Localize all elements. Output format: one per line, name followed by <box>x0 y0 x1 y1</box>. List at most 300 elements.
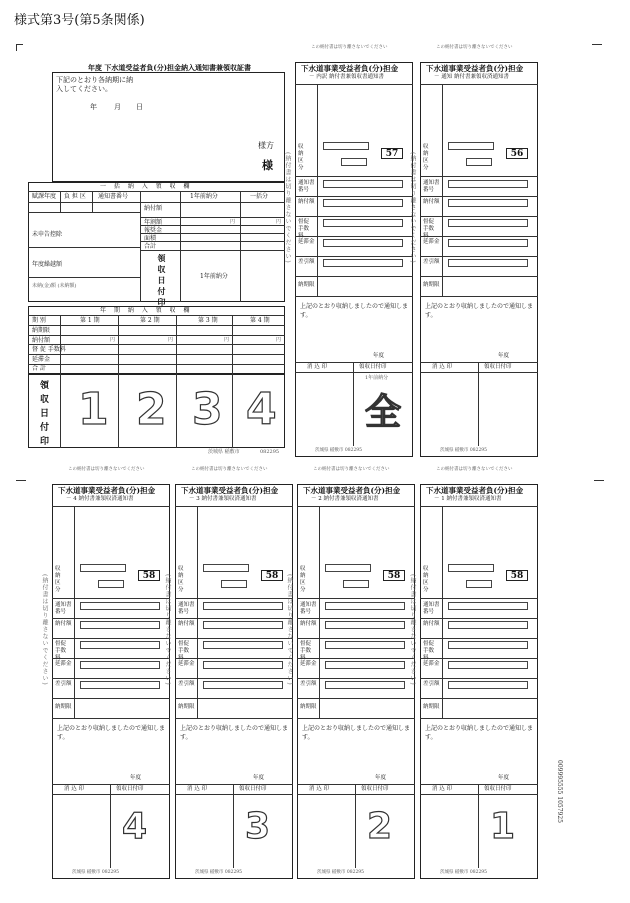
row-deadline: 納期限 <box>32 327 51 334</box>
stub-line-g <box>420 296 538 297</box>
stub-footer: 茨城県 稲敷市 082295 <box>72 870 120 875</box>
lump-stamp-label: 領収日付印 <box>157 254 167 309</box>
col-account: 賦課年度 <box>32 193 57 200</box>
stub-line-d <box>175 658 293 659</box>
yen-6: 円 <box>276 337 282 343</box>
stub-footer: 茨城県 稲敷市 082295 <box>317 870 365 875</box>
stub-line-g <box>52 718 170 719</box>
stub-stamp: 領収日付印 <box>484 786 512 792</box>
stub-division: 収納区分 <box>298 144 304 171</box>
stub-input-4 <box>323 199 403 207</box>
stub-code: 58 <box>261 570 283 581</box>
stub-line-b <box>52 618 170 619</box>
stub-top-note: この納付書は切り離さないでください <box>311 45 388 50</box>
stub-input-7 <box>323 259 403 267</box>
stamp-digit-1: 1 <box>78 384 109 435</box>
stub-top-note: この納付書は切り離さないでください <box>436 467 513 472</box>
stub-year-label: 年度 <box>130 775 142 781</box>
lump-line9 <box>28 247 140 248</box>
stub-input-7 <box>325 681 405 689</box>
stub-line-d <box>297 658 415 659</box>
receipt-instruction: 下記のとおり各納期に納入してください。 <box>56 76 133 93</box>
stub-line-b <box>175 618 293 619</box>
date-month: 月 <box>114 103 121 111</box>
stub-input-2 <box>466 158 492 166</box>
stub-notice-no: 通知書番号 <box>178 602 195 615</box>
lump-line8 <box>140 250 285 251</box>
stub-notice-no: 通知書番号 <box>55 602 72 615</box>
payment-stub <box>41 467 170 879</box>
stub-line-e <box>295 256 413 257</box>
stub-note: 上記のとおり収納しましたので通知します。 <box>425 303 534 319</box>
lump-vline2 <box>92 191 93 212</box>
lump-line3 <box>28 212 140 213</box>
inst-line4 <box>28 344 285 345</box>
stub-line-i <box>295 372 413 373</box>
lump-sum-header: 一 括 納 入 領 収 欄 <box>100 183 193 190</box>
one-year-label: 1年前納分 <box>200 273 228 280</box>
col-payer-no: 負 担 区 <box>64 193 86 200</box>
stub-line-g <box>420 718 538 719</box>
stub-vertical-note: (納付書は切り離さないでください) <box>164 574 171 686</box>
stub-line-top <box>295 84 413 85</box>
stub-vline <box>74 506 75 719</box>
stub-line-e <box>420 256 538 257</box>
stub-bank: 消 込 印 <box>309 786 329 792</box>
lump-line4 <box>140 217 285 218</box>
stub-reminder-fee: 督促手数料 <box>423 219 435 239</box>
stub-title: 下水道事業受益者負(分)担金 <box>181 486 279 495</box>
stub-input-2 <box>98 580 124 588</box>
inst-line6 <box>28 364 285 365</box>
stub-title: 下水道事業受益者負(分)担金 <box>58 486 156 495</box>
stub-reminder-fee: 督促手数料 <box>178 641 190 661</box>
stub-subtitle: － 3 納付書兼領収済通知書 <box>189 496 257 502</box>
stub-interest: 延滞金 <box>178 661 195 667</box>
stub-vertical-note: (納付書は切り離さないでください) <box>409 152 416 264</box>
inst-line1 <box>28 315 285 316</box>
crop-mark-mid-right <box>594 480 604 481</box>
label-date: 年度繰越額 <box>32 261 63 268</box>
yen-3: 円 <box>110 337 116 343</box>
stub-input-5 <box>80 641 160 649</box>
stub-vline-stamp <box>478 784 479 868</box>
lump-vline5 <box>240 191 241 302</box>
row-annual: 年割額 <box>144 219 163 226</box>
inst-vline2 <box>176 315 177 374</box>
yen-5: 円 <box>224 337 230 343</box>
lump-vline4 <box>180 191 181 302</box>
stub-vline <box>442 506 443 719</box>
yen-2: 円 <box>276 219 282 225</box>
stub-input-5 <box>203 641 283 649</box>
inst-vline0 <box>60 315 61 374</box>
stub-subtitle: － 4 納付書兼領収済通知書 <box>66 496 134 502</box>
row-surcharge: 督 促 手数料 <box>32 346 66 353</box>
stub-total: 差引額 <box>178 681 195 687</box>
stub-line-f <box>420 698 538 699</box>
footer-code: 082295 <box>260 449 280 455</box>
stamp-vline1 <box>118 374 119 448</box>
yen-1: 円 <box>230 219 236 225</box>
stub-line-e <box>297 678 415 679</box>
stub-input-6 <box>80 661 160 669</box>
stub-bank: 消 込 印 <box>187 786 207 792</box>
col-lump: 一括分 <box>250 193 269 200</box>
stub-subtitle: － 1 納付書兼領収済通知書 <box>434 496 502 502</box>
stub-line-c <box>420 216 538 217</box>
stub-line-h <box>175 784 293 785</box>
lump-line5 <box>140 225 285 226</box>
stub-vline-stamp <box>110 784 111 868</box>
stub-notice-no: 通知書番号 <box>298 180 315 193</box>
stub-bank: 消 込 印 <box>307 364 327 370</box>
stub-input-6 <box>448 239 528 247</box>
stub-line-g <box>295 296 413 297</box>
stub-total: 差引額 <box>423 259 440 265</box>
inst-vline1 <box>118 315 119 374</box>
stub-line-h <box>297 784 415 785</box>
form-number: 様式第3号(第5条関係) <box>14 13 145 28</box>
stub-vline-stamp <box>233 784 234 868</box>
stub-one-year: 1年前納分 <box>365 375 389 381</box>
stub-line-h <box>295 362 413 363</box>
term-label: 期 別 <box>32 317 46 324</box>
side-serial: 009995555 1057925 <box>556 760 563 823</box>
stub-total: 差引額 <box>55 681 72 687</box>
stub-interest: 延滞金 <box>55 661 72 667</box>
stub-division: 収納区分 <box>423 144 429 171</box>
stub-line-a <box>420 598 538 599</box>
stub-vline <box>442 84 443 297</box>
stub-vertical-note: (納付書は切り離さないでください) <box>41 574 48 686</box>
crop-mark-tl-v <box>16 44 17 51</box>
stub-line-c <box>175 638 293 639</box>
stub-top-note: この納付書は切り離さないでください <box>313 467 390 472</box>
stub-deadline: 納期限 <box>423 282 440 288</box>
stub-line-e <box>52 678 170 679</box>
stamp-digit-4: 4 <box>246 384 277 435</box>
stub-line-i <box>420 372 538 373</box>
stub-year-label: 年度 <box>498 775 510 781</box>
date-day: 日 <box>136 103 143 111</box>
stub-line-a <box>52 598 170 599</box>
stamp-vline0 <box>60 374 61 448</box>
payment-stub <box>409 467 538 879</box>
stub-line-f <box>295 276 413 277</box>
stub-input-3 <box>448 602 528 610</box>
stub-top-note: この納付書は切り離さないでください <box>191 467 268 472</box>
stub-vertical-note: (納付書は切り離さないでください) <box>286 574 293 686</box>
row-total: 合計 <box>144 243 157 250</box>
stub-interest: 延滞金 <box>423 239 440 245</box>
stub-input-7 <box>80 681 160 689</box>
inst-vline3 <box>232 315 233 374</box>
lump-vline3 <box>140 191 141 302</box>
stub-line-e <box>420 678 538 679</box>
stub-line-g <box>297 718 415 719</box>
stub-stamp: 領収日付印 <box>359 364 387 370</box>
stub-input-4 <box>80 621 160 629</box>
stub-vertical-note: (納付書は切り離さないでください) <box>284 152 291 264</box>
row-bill: 納付額 <box>32 337 51 344</box>
label-outstanding: 未納(金)額 (未納額) <box>32 283 77 289</box>
stub-title: 下水道事業受益者負(分)担金 <box>303 486 401 495</box>
stub-vline <box>197 506 198 719</box>
stub-vline <box>317 84 318 297</box>
stub-year-label: 年度 <box>373 353 385 359</box>
stub-line-f <box>297 698 415 699</box>
stub-input-7 <box>448 259 528 267</box>
stub-note: 上記のとおり収納しましたので通知します。 <box>180 725 289 741</box>
stub-division: 収納区分 <box>55 566 61 593</box>
stub-payment: 納付額 <box>300 621 317 627</box>
stub-line-c <box>297 638 415 639</box>
lump-line2 <box>28 202 285 203</box>
row-early: 報奨金 <box>144 227 163 234</box>
stub-vline-stamp <box>355 784 356 868</box>
stub-total: 差引額 <box>300 681 317 687</box>
crop-mark-mid-left <box>16 480 26 481</box>
stub-interest: 延滞金 <box>300 661 317 667</box>
footer-city: 茨城県 稲敷市 <box>208 449 240 455</box>
stub-note: 上記のとおり収納しましたので通知します。 <box>57 725 166 741</box>
stub-reminder-fee: 督促手数料 <box>298 219 310 239</box>
stub-input-3 <box>80 602 160 610</box>
stub-line-d <box>295 236 413 237</box>
stub-code: 57 <box>381 148 403 159</box>
stamp-vline3 <box>232 374 233 448</box>
row-interest: 延滞金 <box>32 356 51 363</box>
recipient-suffix: 様 <box>262 159 273 172</box>
stub-input-7 <box>448 681 528 689</box>
stub-big-mark: 2 <box>367 806 393 847</box>
payment-stub <box>286 467 415 879</box>
payment-stub <box>284 45 413 457</box>
stub-input-3 <box>448 180 528 188</box>
stub-payment: 納付額 <box>423 621 440 627</box>
recipient-label: 様方 <box>258 141 274 150</box>
row-tax-base: 納付額 <box>144 205 163 212</box>
stub-input-1 <box>80 564 126 572</box>
main-receipt <box>32 62 285 457</box>
lump-line10 <box>28 277 140 278</box>
stub-payment: 納付額 <box>423 199 440 205</box>
stub-subtitle: － 内訳 納付書兼領収書通知書 <box>309 74 384 80</box>
stub-big-mark: 3 <box>245 806 271 847</box>
stub-line-top <box>420 506 538 507</box>
stub-deadline: 納期限 <box>300 704 317 710</box>
lump-line7 <box>140 241 285 242</box>
stub-year-label: 年度 <box>498 353 510 359</box>
stub-input-4 <box>325 621 405 629</box>
stub-input-1 <box>203 564 249 572</box>
stub-line-h <box>420 784 538 785</box>
stub-input-4 <box>203 621 283 629</box>
stub-line-i <box>52 794 170 795</box>
stub-reminder-fee: 督促手数料 <box>423 641 435 661</box>
yen-4: 円 <box>168 337 174 343</box>
stub-code: 58 <box>506 570 528 581</box>
stamp-vline2 <box>176 374 177 448</box>
stub-line-i <box>420 794 538 795</box>
stub-code: 56 <box>506 148 528 159</box>
term-2: 第 2 期 <box>140 317 160 324</box>
receipt-title: 年度 下水道受益者負(分)担金納入通知書兼領収証書 <box>88 63 252 72</box>
stub-note: 上記のとおり収納しましたので通知します。 <box>300 303 409 319</box>
stub-code: 58 <box>138 570 160 581</box>
stub-line-top <box>175 506 293 507</box>
row-area: 面積 <box>144 235 157 242</box>
lump-vline1 <box>60 191 61 212</box>
stub-subtitle: － 通知 納付書兼領収済通知書 <box>434 74 509 80</box>
stub-input-3 <box>203 602 283 610</box>
stub-subtitle: － 2 納付書兼領収済通知書 <box>311 496 379 502</box>
stub-deadline: 納期限 <box>55 704 72 710</box>
stub-line-b <box>295 196 413 197</box>
stub-title: 下水道事業受益者負(分)担金 <box>426 64 524 73</box>
stub-line-c <box>52 638 170 639</box>
stub-input-7 <box>203 681 283 689</box>
stub-title: 下水道事業受益者負(分)担金 <box>426 486 524 495</box>
stamp-digit-3: 3 <box>192 384 223 435</box>
stub-payment: 納付額 <box>178 621 195 627</box>
term-3: 第 3 期 <box>198 317 218 324</box>
installment-header: 年 期 納 入 領 収 欄 <box>100 307 193 314</box>
stub-top-note: この納付書は切り離さないでください <box>68 467 145 472</box>
stub-reminder-fee: 督促手数料 <box>300 641 312 661</box>
stub-vline <box>319 506 320 719</box>
stub-interest: 延滞金 <box>423 661 440 667</box>
stub-stamp: 領収日付印 <box>116 786 144 792</box>
stub-payment: 納付額 <box>55 621 72 627</box>
stub-input-1 <box>448 142 494 150</box>
stub-stamp: 領収日付印 <box>239 786 267 792</box>
stub-footer: 茨城県 稲敷市 082295 <box>440 870 488 875</box>
stub-deadline: 納期限 <box>178 704 195 710</box>
payment-stub <box>164 467 293 879</box>
crop-mark-right <box>592 44 602 45</box>
stub-footer: 茨城県 稲敷市 082295 <box>195 870 243 875</box>
stub-input-2 <box>341 158 367 166</box>
stub-line-f <box>52 698 170 699</box>
stub-line-i <box>297 794 415 795</box>
col-one-year: 1年前納分 <box>190 193 218 200</box>
stub-line-d <box>420 658 538 659</box>
stub-line-f <box>420 276 538 277</box>
stub-big-mark: 4 <box>122 806 148 847</box>
stub-line-b <box>297 618 415 619</box>
stub-line-a <box>295 176 413 177</box>
row-sum: 合 計 <box>32 365 46 372</box>
stub-bank: 消 込 印 <box>432 364 452 370</box>
stub-input-1 <box>448 564 494 572</box>
stub-title: 下水道事業受益者負(分)担金 <box>301 64 399 73</box>
stub-notice-no: 通知書番号 <box>423 180 440 193</box>
stub-line-h <box>420 362 538 363</box>
inst-line3 <box>28 335 285 336</box>
stub-input-5 <box>448 641 528 649</box>
stub-line-d <box>420 236 538 237</box>
stub-division: 収納区分 <box>423 566 429 593</box>
stub-year-label: 年度 <box>375 775 387 781</box>
stub-line-a <box>297 598 415 599</box>
stub-input-6 <box>448 661 528 669</box>
stub-input-6 <box>325 661 405 669</box>
stub-input-6 <box>203 661 283 669</box>
stub-stamp: 領収日付印 <box>361 786 389 792</box>
stub-deadline: 納期限 <box>298 282 315 288</box>
inst-line2 <box>28 325 285 326</box>
stub-footer: 茨城県 稲敷市 082295 <box>440 448 488 453</box>
stub-notice-no: 通知書番号 <box>300 602 317 615</box>
stub-line-a <box>420 176 538 177</box>
stub-line-b <box>420 618 538 619</box>
stub-line-c <box>420 638 538 639</box>
stub-top-note: この納付書は切り離さないでください <box>436 45 513 50</box>
date-year: 年 <box>90 103 97 111</box>
stub-line-e <box>175 678 293 679</box>
stub-line-c <box>295 216 413 217</box>
stub-deadline: 納期限 <box>423 704 440 710</box>
stub-year-label: 年度 <box>253 775 265 781</box>
stub-line-top <box>420 84 538 85</box>
stub-vline-stamp <box>478 362 479 446</box>
stub-line-g <box>175 718 293 719</box>
stub-input-4 <box>448 199 528 207</box>
stub-big-mark: 全 <box>365 392 402 433</box>
stub-line-f <box>175 698 293 699</box>
col-notice-no: 通知書番号 <box>98 193 129 200</box>
stub-input-3 <box>323 180 403 188</box>
stub-footer: 茨城県 稲敷市 082295 <box>315 448 363 453</box>
stub-input-3 <box>325 602 405 610</box>
stub-line-h <box>52 784 170 785</box>
stub-code: 58 <box>383 570 405 581</box>
stub-big-mark: 1 <box>490 806 516 847</box>
stub-notice-no: 通知書番号 <box>423 602 440 615</box>
stub-input-6 <box>323 239 403 247</box>
stub-interest: 延滞金 <box>298 239 315 245</box>
stub-stamp: 領収日付印 <box>484 364 512 370</box>
lump-line6 <box>140 233 285 234</box>
lump-line1 <box>28 191 285 192</box>
stub-input-5 <box>325 641 405 649</box>
crop-mark-tl <box>16 44 23 45</box>
stub-division: 収納区分 <box>178 566 184 593</box>
term-4: 第 4 期 <box>250 317 270 324</box>
stub-total: 差引額 <box>423 681 440 687</box>
stub-payment: 納付額 <box>298 199 315 205</box>
stamp-digit-2: 2 <box>136 384 167 435</box>
stub-line-a <box>175 598 293 599</box>
inst-line5 <box>28 354 285 355</box>
stub-line-b <box>420 196 538 197</box>
stub-line-top <box>52 506 170 507</box>
stub-line-d <box>52 658 170 659</box>
stub-division: 収納区分 <box>300 566 306 593</box>
stub-input-5 <box>323 219 403 227</box>
stub-input-2 <box>221 580 247 588</box>
stub-line-top <box>297 506 415 507</box>
stub-input-1 <box>323 142 369 150</box>
stub-reminder-fee: 督促手数料 <box>55 641 67 661</box>
term-1: 第 1 期 <box>80 317 100 324</box>
payment-stub <box>409 45 538 457</box>
stub-input-2 <box>343 580 369 588</box>
stub-input-1 <box>325 564 371 572</box>
stub-vline-stamp <box>353 362 354 446</box>
